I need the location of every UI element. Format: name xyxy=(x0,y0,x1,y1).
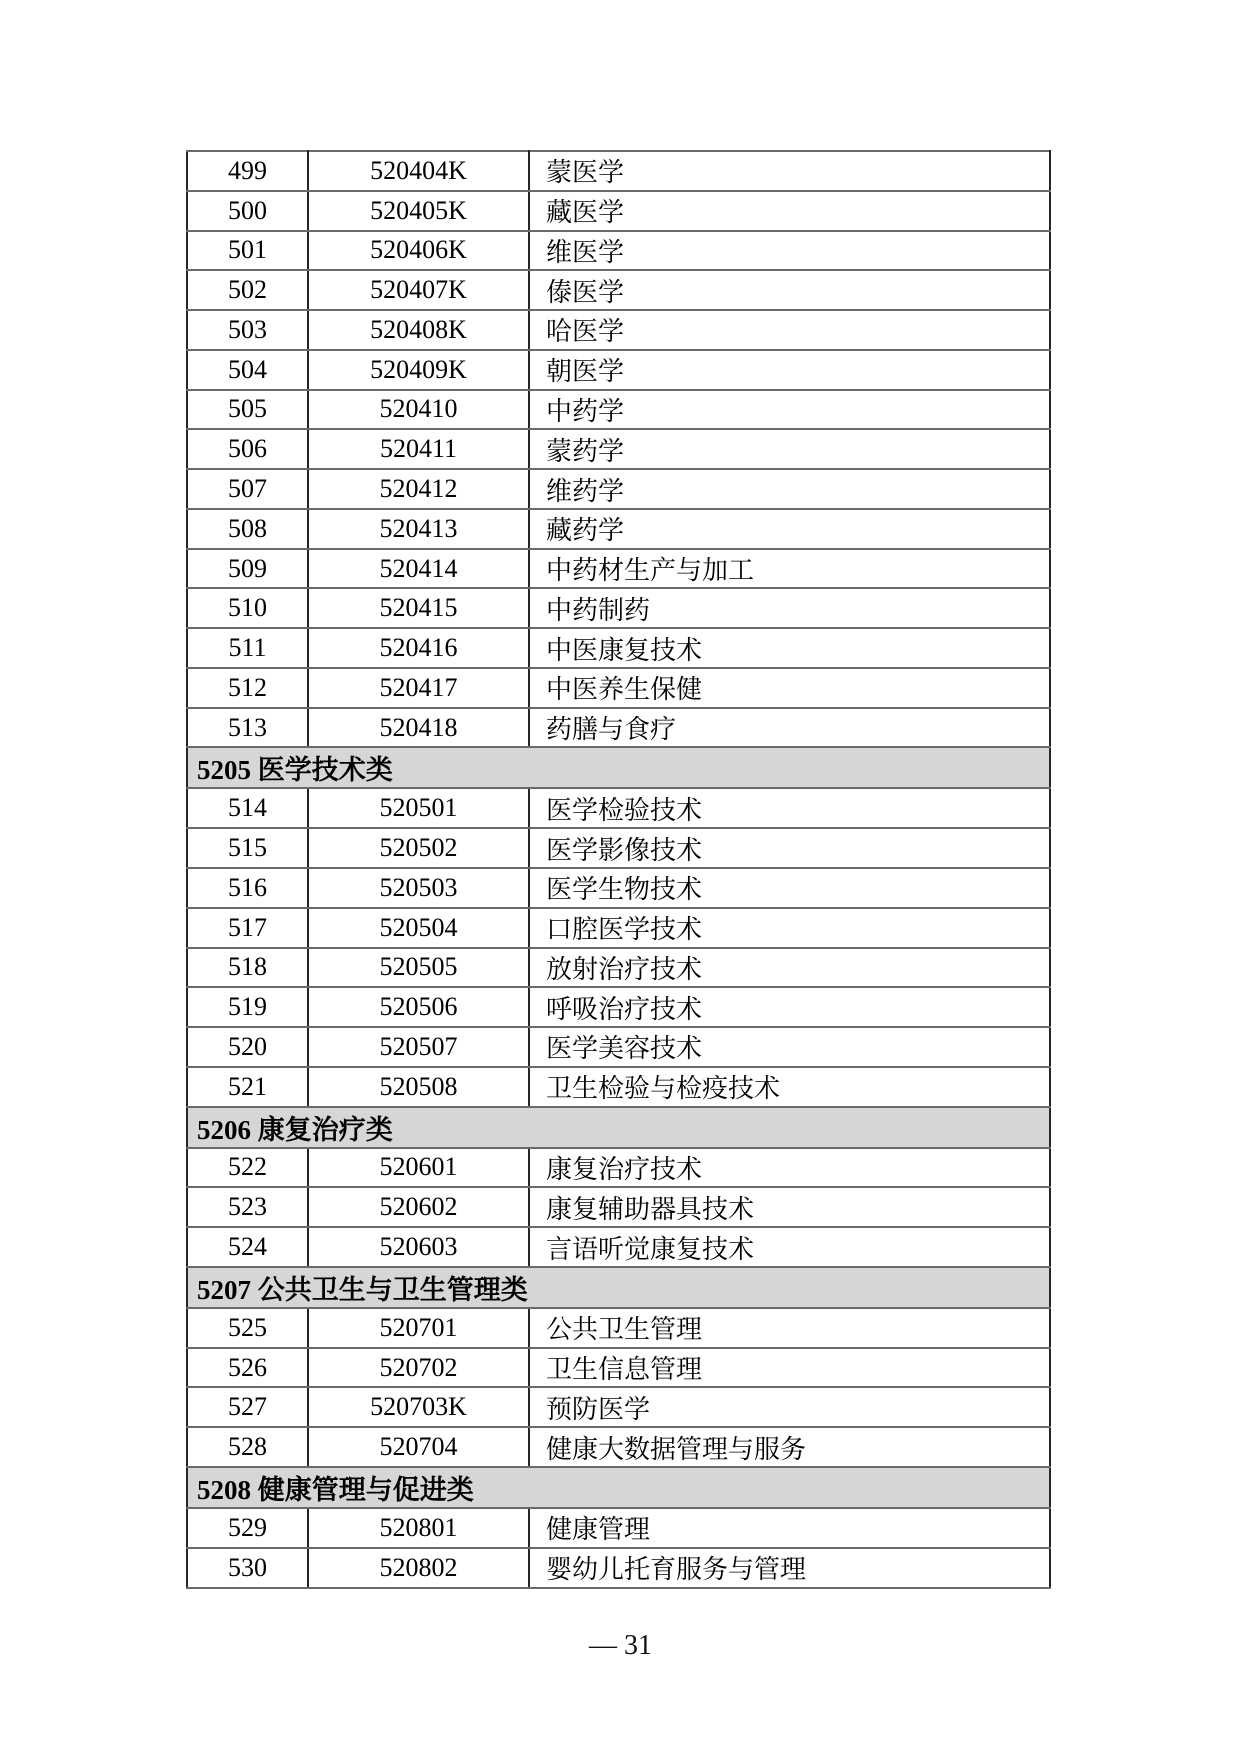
name-cell: 呼吸治疗技术 xyxy=(529,987,1050,1027)
code-cell: 520412 xyxy=(308,469,529,509)
code-cell: 520801 xyxy=(308,1508,529,1548)
name-cell: 哈医学 xyxy=(529,310,1050,350)
table-row xyxy=(187,1508,1050,1548)
name-cell: 维医学 xyxy=(529,231,1050,271)
seq-cell: 503 xyxy=(187,310,308,350)
code-cell: 520704 xyxy=(308,1427,529,1467)
page-number: — 31 xyxy=(589,1630,652,1661)
table-row xyxy=(187,828,1050,868)
name-cell: 医学美容技术 xyxy=(529,1027,1050,1067)
name-cell: 言语听觉康复技术 xyxy=(529,1227,1050,1267)
code-cell: 520410 xyxy=(308,390,529,430)
table-row xyxy=(187,469,1050,509)
table-row xyxy=(187,987,1050,1027)
seq-cell: 506 xyxy=(187,429,308,469)
code-cell: 520603 xyxy=(308,1227,529,1267)
table-row xyxy=(187,628,1050,668)
code-cell: 520411 xyxy=(308,429,529,469)
seq-cell: 518 xyxy=(187,948,308,988)
table-row xyxy=(187,948,1050,988)
name-cell: 藏医学 xyxy=(529,191,1050,231)
code-cell: 520416 xyxy=(308,628,529,668)
table-row xyxy=(187,708,1050,748)
name-cell: 康复治疗技术 xyxy=(529,1148,1050,1188)
table-row xyxy=(187,191,1050,231)
code-cell: 520602 xyxy=(308,1187,529,1227)
name-cell: 蒙药学 xyxy=(529,429,1050,469)
table-row xyxy=(187,549,1050,589)
code-cell: 520418 xyxy=(308,708,529,748)
code-cell: 520703K xyxy=(308,1387,529,1427)
table-row xyxy=(187,668,1050,708)
section-header-row xyxy=(187,1107,1050,1148)
name-cell: 放射治疗技术 xyxy=(529,948,1050,988)
table-row xyxy=(187,1427,1050,1467)
name-cell: 医学检验技术 xyxy=(529,788,1050,828)
name-cell: 医学影像技术 xyxy=(529,828,1050,868)
seq-cell: 525 xyxy=(187,1308,308,1348)
table-row xyxy=(187,1148,1050,1188)
seq-cell: 519 xyxy=(187,987,308,1027)
name-cell: 医学生物技术 xyxy=(529,868,1050,908)
name-cell: 维药学 xyxy=(529,469,1050,509)
table-row xyxy=(187,1548,1050,1588)
seq-cell: 502 xyxy=(187,270,308,310)
name-cell: 口腔医学技术 xyxy=(529,908,1050,948)
seq-cell: 509 xyxy=(187,549,308,589)
seq-cell: 500 xyxy=(187,191,308,231)
code-cell: 520702 xyxy=(308,1348,529,1388)
code-cell: 520701 xyxy=(308,1308,529,1348)
seq-cell: 520 xyxy=(187,1027,308,1067)
seq-cell: 517 xyxy=(187,908,308,948)
table-row xyxy=(187,1227,1050,1267)
name-cell: 卫生检验与检疫技术 xyxy=(529,1067,1050,1107)
code-cell: 520415 xyxy=(308,588,529,628)
name-cell: 中药学 xyxy=(529,390,1050,430)
name-cell: 傣医学 xyxy=(529,270,1050,310)
section-header-label: 5207 公共卫生与卫生管理类 xyxy=(187,1267,1050,1308)
name-cell: 朝医学 xyxy=(529,350,1050,390)
seq-cell: 516 xyxy=(187,868,308,908)
seq-cell: 524 xyxy=(187,1227,308,1267)
name-cell: 卫生信息管理 xyxy=(529,1348,1050,1388)
table-body xyxy=(187,151,1050,1588)
seq-cell: 504 xyxy=(187,350,308,390)
table-row xyxy=(187,1308,1050,1348)
seq-cell: 501 xyxy=(187,231,308,271)
table-row xyxy=(187,1027,1050,1067)
code-cell: 520409K xyxy=(308,350,529,390)
code-cell: 520417 xyxy=(308,668,529,708)
code-cell: 520508 xyxy=(308,1067,529,1107)
name-cell: 健康管理 xyxy=(529,1508,1050,1548)
code-cell: 520406K xyxy=(308,231,529,271)
seq-cell: 499 xyxy=(187,151,308,191)
name-cell: 藏药学 xyxy=(529,509,1050,549)
code-cell: 520601 xyxy=(308,1148,529,1188)
seq-cell: 528 xyxy=(187,1427,308,1467)
majors-table xyxy=(186,150,1051,1589)
seq-cell: 505 xyxy=(187,390,308,430)
section-header-row xyxy=(187,1467,1050,1508)
seq-cell: 527 xyxy=(187,1387,308,1427)
code-cell: 520413 xyxy=(308,509,529,549)
table-row xyxy=(187,1067,1050,1107)
table-row xyxy=(187,1187,1050,1227)
seq-cell: 522 xyxy=(187,1148,308,1188)
seq-cell: 530 xyxy=(187,1548,308,1588)
name-cell: 公共卫生管理 xyxy=(529,1308,1050,1348)
code-cell: 520505 xyxy=(308,948,529,988)
name-cell: 中医养生保健 xyxy=(529,668,1050,708)
name-cell: 预防医学 xyxy=(529,1387,1050,1427)
seq-cell: 529 xyxy=(187,1508,308,1548)
code-cell: 520501 xyxy=(308,788,529,828)
code-cell: 520506 xyxy=(308,987,529,1027)
name-cell: 康复辅助器具技术 xyxy=(529,1187,1050,1227)
code-cell: 520507 xyxy=(308,1027,529,1067)
name-cell: 中药制药 xyxy=(529,588,1050,628)
seq-cell: 523 xyxy=(187,1187,308,1227)
name-cell: 健康大数据管理与服务 xyxy=(529,1427,1050,1467)
table-row xyxy=(187,270,1050,310)
table-row xyxy=(187,868,1050,908)
table-row xyxy=(187,390,1050,430)
table-row xyxy=(187,151,1050,191)
code-cell: 520408K xyxy=(308,310,529,350)
code-cell: 520802 xyxy=(308,1548,529,1588)
table-row xyxy=(187,908,1050,948)
table-row xyxy=(187,788,1050,828)
table-row xyxy=(187,1387,1050,1427)
code-cell: 520405K xyxy=(308,191,529,231)
name-cell: 中医康复技术 xyxy=(529,628,1050,668)
code-cell: 520404K xyxy=(308,151,529,191)
section-header-row xyxy=(187,1267,1050,1308)
seq-cell: 512 xyxy=(187,668,308,708)
name-cell: 中药材生产与加工 xyxy=(529,549,1050,589)
table-row xyxy=(187,1348,1050,1388)
section-header-label: 5208 健康管理与促进类 xyxy=(187,1467,1050,1508)
seq-cell: 514 xyxy=(187,788,308,828)
seq-cell: 508 xyxy=(187,509,308,549)
name-cell: 药膳与食疗 xyxy=(529,708,1050,748)
name-cell: 蒙医学 xyxy=(529,151,1050,191)
table-row xyxy=(187,310,1050,350)
seq-cell: 526 xyxy=(187,1348,308,1388)
seq-cell: 521 xyxy=(187,1067,308,1107)
seq-cell: 507 xyxy=(187,469,308,509)
table-row xyxy=(187,350,1050,390)
table-row xyxy=(187,588,1050,628)
table-row xyxy=(187,231,1050,271)
seq-cell: 510 xyxy=(187,588,308,628)
section-header-row xyxy=(187,747,1050,788)
section-header-label: 5206 康复治疗类 xyxy=(187,1107,1050,1148)
seq-cell: 515 xyxy=(187,828,308,868)
table-row xyxy=(187,509,1050,549)
code-cell: 520503 xyxy=(308,868,529,908)
table-row xyxy=(187,429,1050,469)
seq-cell: 513 xyxy=(187,708,308,748)
seq-cell: 511 xyxy=(187,628,308,668)
code-cell: 520414 xyxy=(308,549,529,589)
code-cell: 520407K xyxy=(308,270,529,310)
section-header-label: 5205 医学技术类 xyxy=(187,747,1050,788)
code-cell: 520502 xyxy=(308,828,529,868)
code-cell: 520504 xyxy=(308,908,529,948)
name-cell: 婴幼儿托育服务与管理 xyxy=(529,1548,1050,1588)
